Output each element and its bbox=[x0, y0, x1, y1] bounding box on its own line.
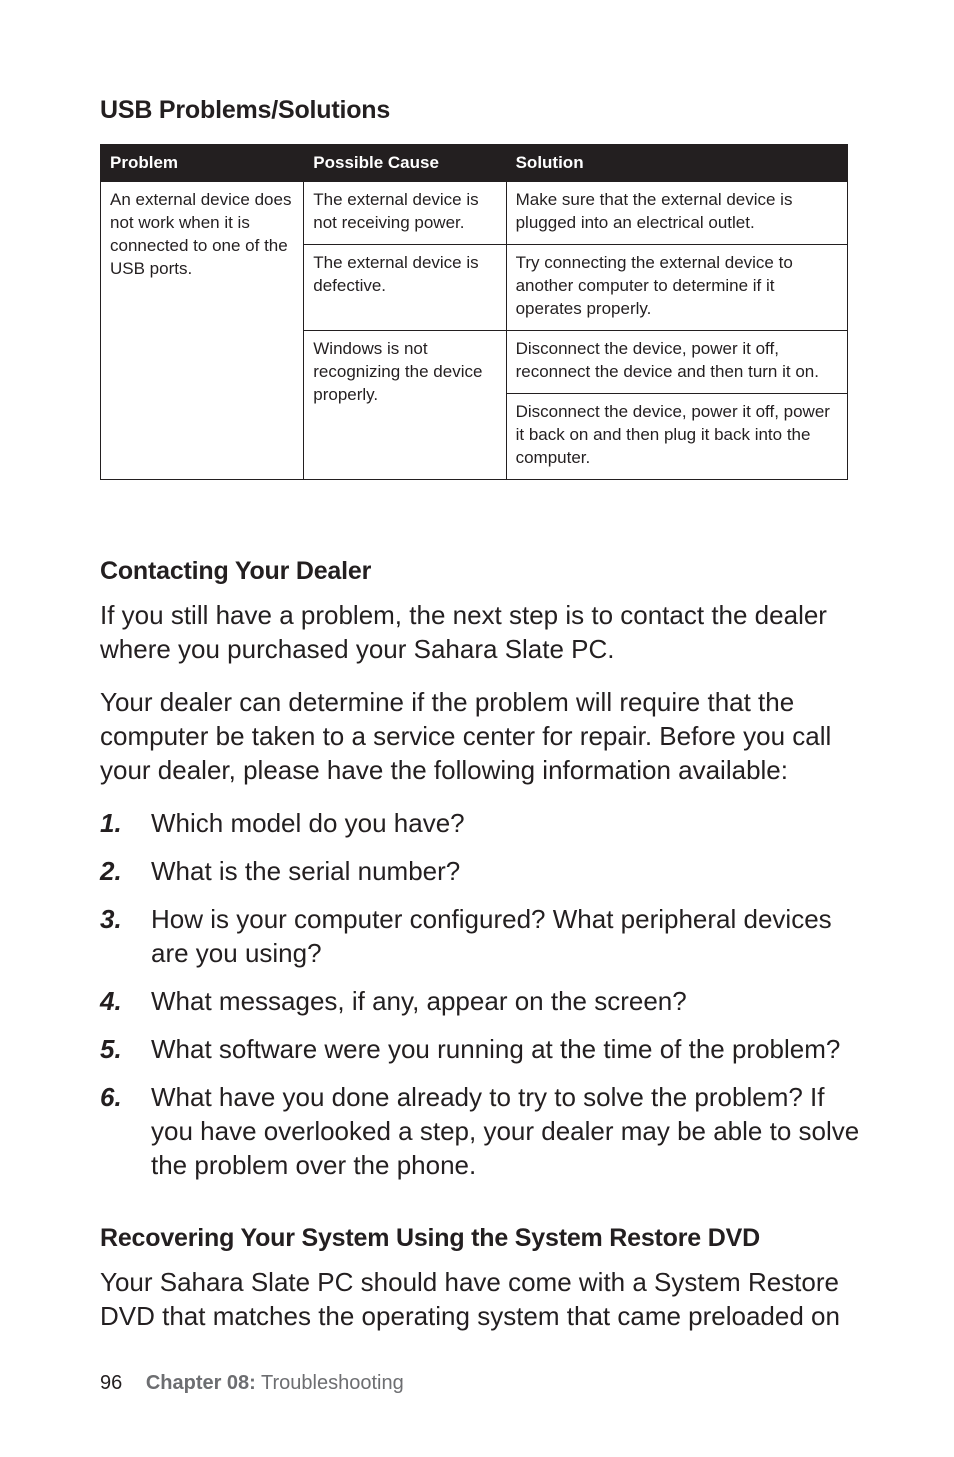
solution-cell: Disconnect the device, power it off, reconnect the device and then turn it on. bbox=[506, 331, 847, 394]
problem-cell: An external device does not work when it is connected to one of the USB ports. bbox=[101, 182, 304, 480]
list-item-number: 1. bbox=[100, 808, 122, 838]
solution-cell: Make sure that the external device is plugged into an electrical outlet. bbox=[506, 182, 847, 245]
list-item-text: What is the serial number? bbox=[151, 856, 461, 886]
restore-paragraph: Your Sahara Slate PC should have come with a System Restore DVD that matches the operating system that came preloaded on bbox=[100, 1267, 840, 1331]
list-item-text: What software were you running at the time of the problem? bbox=[151, 1034, 841, 1064]
cause-cell: The external device is defective. bbox=[304, 245, 506, 331]
list-item bbox=[100, 1080, 860, 1182]
list-item bbox=[100, 806, 860, 840]
list-item-number: 5. bbox=[100, 1034, 122, 1064]
column-header-problem: Problem bbox=[101, 145, 304, 182]
list-item-number: 3. bbox=[100, 904, 122, 934]
page-footer bbox=[100, 1372, 404, 1395]
table-row bbox=[101, 182, 848, 245]
solution-cell: Disconnect the device, power it off, power it back on and then plug it back into the computer. bbox=[506, 394, 847, 480]
list-item-text: What messages, if any, appear on the screen? bbox=[151, 986, 687, 1016]
list-item-text: What have you done already to try to solve the problem? If you have overlooked a step, your dealer may be able to solve the problem over the phone. bbox=[151, 1082, 860, 1180]
dealer-paragraph-2: Your dealer can determine if the problem will require that the computer be taken to a service center for repair. Before you call your dealer, please have the following information available: bbox=[100, 687, 832, 785]
usb-section-heading: USB Problems/Solutions bbox=[100, 96, 391, 124]
list-item bbox=[100, 902, 860, 970]
list-item-text: Which model do you have? bbox=[151, 808, 465, 838]
dealer-info-list bbox=[100, 806, 860, 1196]
solution-cell: Try connecting the external device to another computer to determine if it operates properly. bbox=[506, 245, 847, 331]
list-item-text: How is your computer configured? What peripheral devices are you using? bbox=[151, 904, 832, 968]
table-header-row bbox=[101, 145, 848, 182]
restore-section-heading: Recovering Your System Using the System Restore DVD bbox=[100, 1224, 760, 1252]
chapter-label: Chapter 08: bbox=[145, 1372, 256, 1394]
list-item-number: 6. bbox=[100, 1082, 122, 1112]
dealer-paragraph-1: If you still have a problem, the next step is to contact the dealer where you purchased your Sahara Slate PC. bbox=[100, 600, 827, 664]
dealer-section-heading: Contacting Your Dealer bbox=[100, 557, 372, 585]
cause-cell: Windows is not recognizing the device properly. bbox=[304, 331, 506, 480]
list-item bbox=[100, 984, 860, 1018]
column-header-possible-cause: Possible Cause bbox=[304, 145, 506, 182]
list-item bbox=[100, 1032, 860, 1066]
cause-cell: The external device is not receiving power. bbox=[304, 182, 506, 245]
list-item bbox=[100, 854, 860, 888]
column-header-solution: Solution bbox=[506, 145, 847, 182]
usb-problems-table bbox=[100, 144, 848, 480]
page-number: 96 bbox=[100, 1372, 123, 1394]
list-item-number: 2. bbox=[100, 856, 122, 886]
list-item-number: 4. bbox=[100, 986, 122, 1016]
chapter-name: Troubleshooting bbox=[261, 1372, 404, 1394]
